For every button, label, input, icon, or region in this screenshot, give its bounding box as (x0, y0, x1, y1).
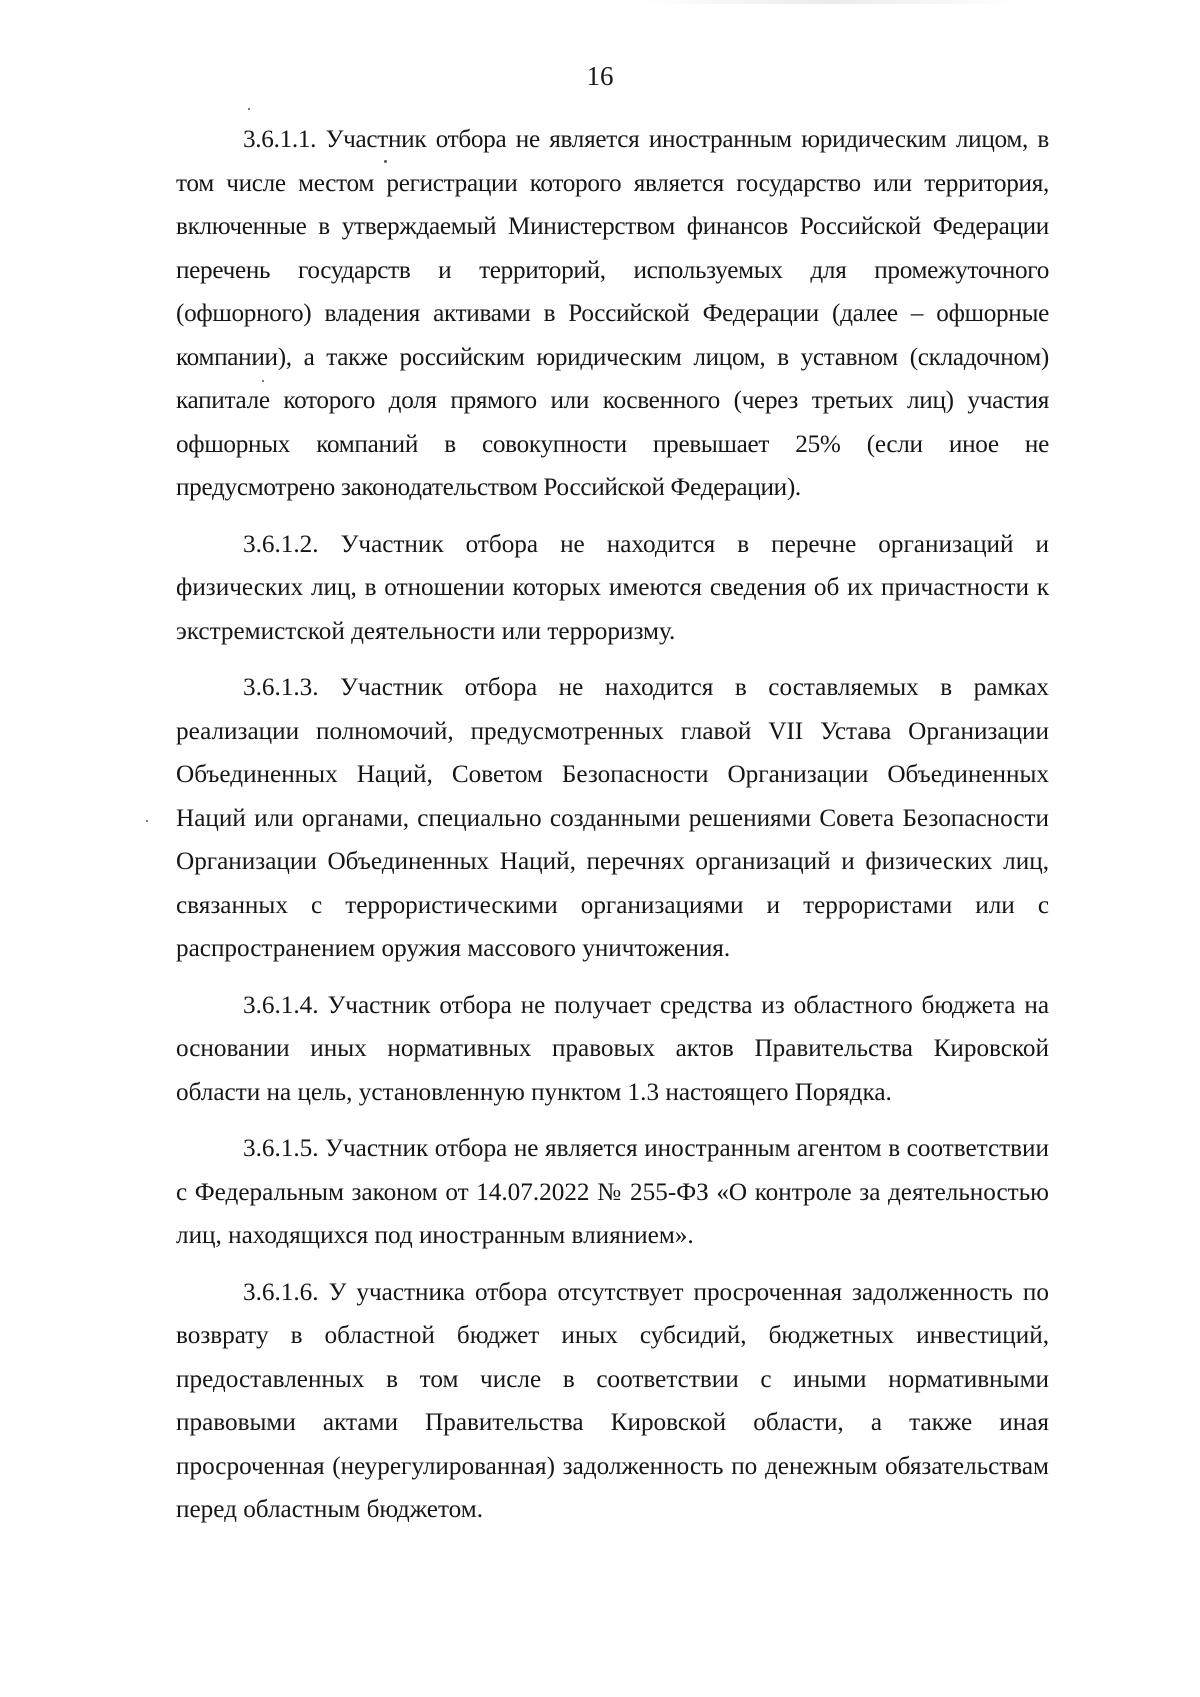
page-number: 16 (586, 61, 614, 91)
document-body (176, 118, 1049, 1532)
paragraph-3-6-1-4: 3.6.1.4. Участник отбора не получает средства из областного бюджета на основании иных нормативных правовых актов Правительства Кировской области на цель, установленную пунктом 1.3 настоящего Порядка. (176, 991, 1049, 1106)
scan-speck (146, 820, 148, 822)
scan-speck (262, 380, 264, 382)
paragraph-3-6-1-2: 3.6.1.2. Участник отбора не находится в перечне организаций и физических лиц, в отношении которых имеются сведения об их причастности к экстремистской деятельности или терроризму. (176, 530, 1049, 645)
paragraph-3-6-1-1: 3.6.1.1. Участник отбора не является иностранным юридическим лицом, в том числе местом регистрации которого является государство или территория, включенные в утверждаемый Министерством финансов Российской Федерации перечень государств и территорий, используемых для промежуточного (офшорного) владения активами в Российской Федерации (далее – офшорные компании), а также российским юридическим лицом, в уставном (складочном) капитале которого доля прямого или косвенного (через третьих лиц) участия офшорных компаний в совокупности превышает 25% (если иное не предусмотрено законодательством Российской Федерации). (176, 126, 1049, 501)
scan-speck (384, 160, 387, 163)
paragraph-3-6-1-5: 3.6.1.5. Участник отбора не является иностранным агентом в соответствии с Федеральным законом от 14.07.2022 № 255-ФЗ «О контроле за деятельностью лиц, находящихся под иностранным влиянием». (176, 1135, 1049, 1249)
scan-artifact (640, 0, 1020, 4)
paragraph-3-6-1-3: 3.6.1.3. Участник отбора не находится в составляемых в рамках реализации полномочий, предусмотренных главой VII Устава Организации Объединенных Наций, Советом Безопасности Организации Объединенных Наций или органами, специально созданными решениями Совета Безопасности Организации Объединенных Наций, перечнях организаций и физических лиц, связанных с террористическими организациями и террористами или с распространением оружия массового уничтожения. (176, 674, 1049, 962)
paragraph-3-6-1-6: 3.6.1.6. У участника отбора отсутствует просроченная задолженность по возврату в областной бюджет иных субсидий, бюджетных инвестиций, предоставленных в том числе в соответствии с иными нормативными правовыми актами Правительства Кировской области, а также иная просроченная (неурегулированная) задолженность по денежным обязательствам перед областным бюджетом. (176, 1278, 1049, 1523)
scan-speck (248, 108, 250, 110)
